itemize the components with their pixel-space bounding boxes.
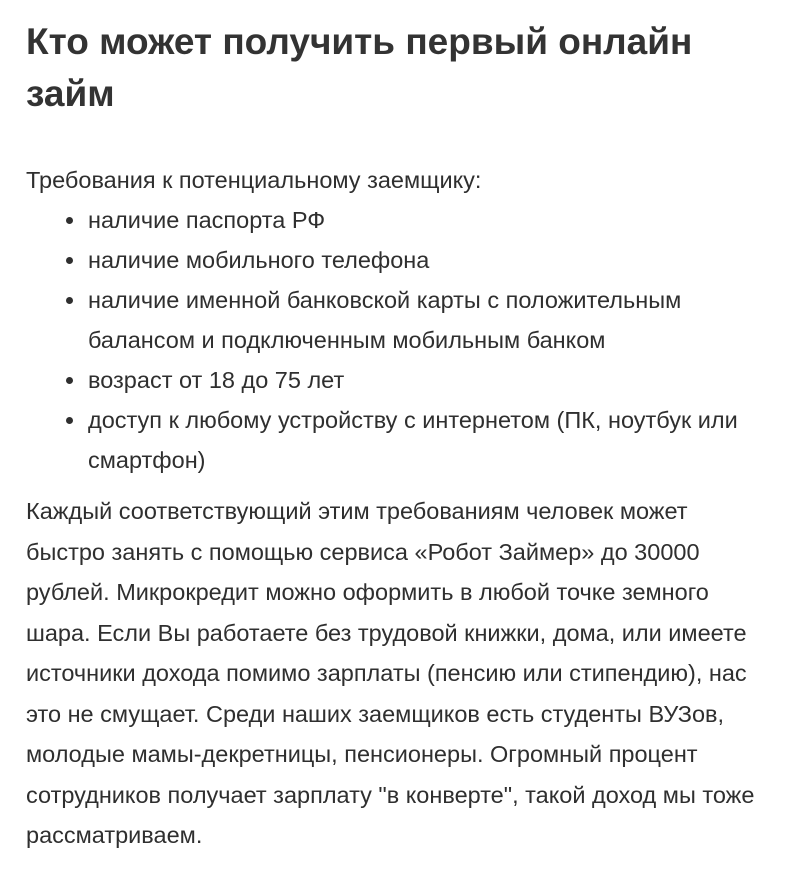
requirement-text: наличие мобильного телефона — [88, 247, 430, 273]
requirement-text: доступ к любому устройству с интернетом (ПК, ноутбук или смартфон) — [88, 407, 738, 473]
requirements-list — [26, 200, 786, 480]
requirement-text: наличие паспорта РФ — [88, 207, 326, 233]
list-item — [26, 240, 788, 280]
bullet-icon — [66, 377, 73, 384]
list-item — [26, 400, 788, 480]
list-item — [26, 360, 788, 400]
body-paragraph: Каждый соответствующий этим требованиям человек может быстро занять с помощью сервиса «Робот Займер» до 30000 рублей. Микрокредит можно оформить в любой точке земного шара. Если Вы работаете без трудовой книжки, дома, или имеете источники дохода помимо зарплаты (пенсию или стипендию), нас это не смущает. Среди наших заемщиков есть студенты ВУЗов, молодые мамы-декретницы, пенсионеры. Огромный процент сотрудников получает зарплату "в конверте", такой доход мы тоже рассматриваем. — [26, 498, 755, 848]
list-item — [26, 280, 788, 360]
article-section — [26, 16, 786, 856]
bullet-icon — [66, 257, 73, 264]
bullet-icon — [66, 417, 73, 424]
requirement-text: возраст от 18 до 75 лет — [88, 367, 345, 393]
section-heading: Кто может получить первый онлайн займ — [26, 21, 693, 114]
bullet-icon — [66, 297, 73, 304]
bullet-icon — [66, 217, 73, 224]
list-item — [26, 200, 788, 240]
requirements-intro: Требования к потенциальному заемщику: — [26, 167, 482, 193]
requirement-text: наличие именной банковской карты с положительным балансом и подключенным мобильным банком — [88, 287, 682, 353]
